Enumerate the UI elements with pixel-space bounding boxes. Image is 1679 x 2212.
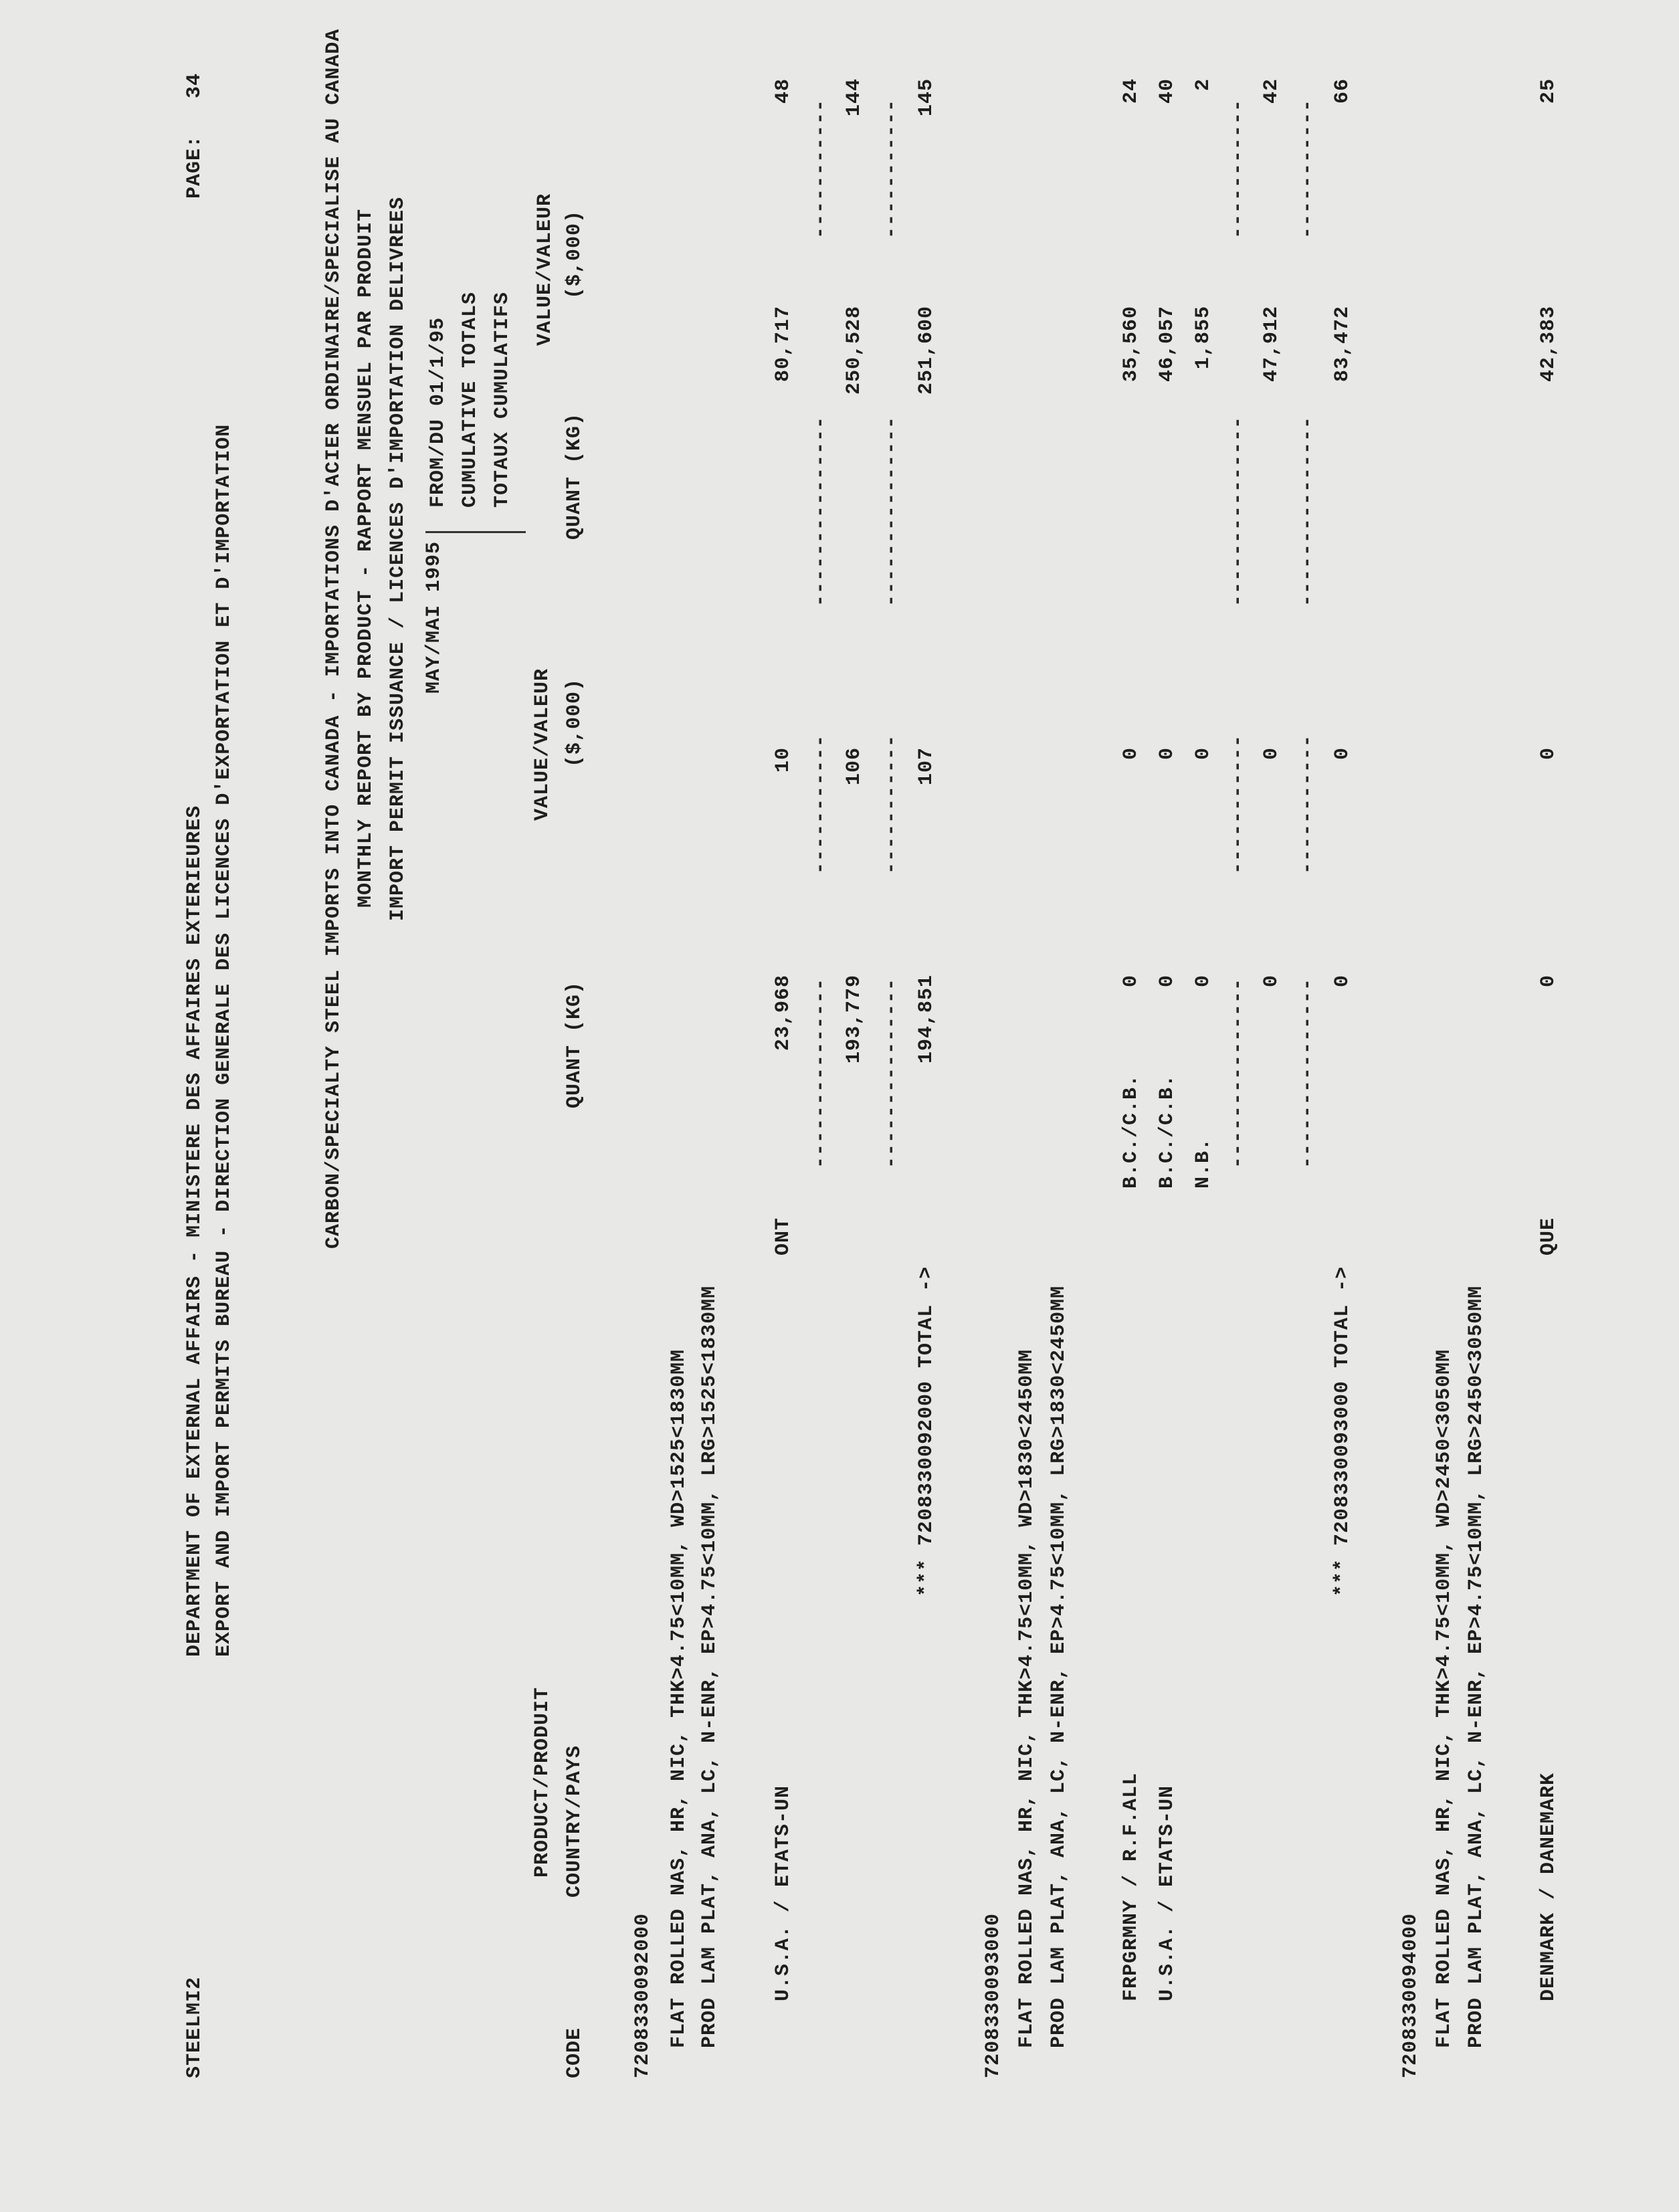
section-1-desc-en: FLAT ROLLED NAS, HR, NIC, THK>4.75<10MM, WD>1525<1830MM	[668, 1348, 690, 2048]
s2-sub-dash-1: ---------------	[1227, 977, 1250, 1169]
s1-sub-cum-value: 144	[843, 78, 866, 117]
s2-row3-quant: 0	[1192, 975, 1215, 988]
s1-tot-dash-4: -----------	[880, 98, 903, 239]
s2-row1-prov: B.C./C.B.	[1120, 1074, 1143, 1189]
s1-tot-dash-1: ---------------	[880, 977, 903, 1169]
s1-sub-dash-3: ---------------	[809, 415, 832, 607]
s2-sub-dash-2: -----------	[1227, 734, 1250, 874]
s2-row2-cum-value: 40	[1156, 78, 1179, 104]
dept-line-2: EXPORT AND IMPORT PERMITS BUREAU - DIRECTION GENERALE DES LICENCES D'EXPORTATION ET D'IMPORTATION	[213, 423, 235, 1657]
s2-row1-quant: 0	[1120, 975, 1143, 988]
s1-tot-dash-3: ---------------	[880, 415, 903, 607]
s2-total-label: *** 7208330093000 TOTAL ->	[1331, 1266, 1354, 1597]
s1-total-quant: 194,851	[915, 975, 938, 1064]
section-1-desc-fr: PROD LAM PLAT, ANA, LC, N-ENR, EP>4.75<10MM, LRG>1525<1830MM	[698, 1285, 721, 2048]
section-2-code: 7208330093000	[982, 1912, 1005, 2078]
s3-row1-cum-quant: 42,383	[1537, 306, 1560, 383]
s2-sub-dash-3: ---------------	[1227, 415, 1250, 607]
s2-tot-dash-3: ---------------	[1296, 415, 1319, 607]
page-label: PAGE:	[183, 134, 206, 199]
s2-row1-cum-quant: 35,560	[1120, 306, 1143, 383]
section-2-desc-en: FLAT ROLLED NAS, HR, NIC, THK>4.75<10MM, WD>1830<2450MM	[1015, 1348, 1038, 2048]
s2-sub-cum-quant: 47,912	[1260, 306, 1283, 383]
section-2-desc-fr: PROD LAM PLAT, ANA, LC, N-ENR, EP>4.75<10MM, LRG>1830<2450MM	[1048, 1285, 1070, 2048]
s2-row2-prov: B.C./C.B.	[1156, 1074, 1179, 1189]
cumulative-totals-fr: TOTAUX CUMULATIFS	[491, 291, 514, 508]
col-country: COUNTRY/PAYS	[563, 1744, 586, 1898]
s2-total-quant: 0	[1331, 975, 1354, 988]
s3-row1-quant: 0	[1537, 975, 1560, 988]
s1-total-cum-quant: 251,600	[915, 306, 938, 395]
cumulative-divider	[425, 528, 526, 533]
s1-row1-cum-value: 48	[772, 78, 795, 104]
report-id: STEELMI2	[183, 1976, 206, 2078]
s2-row2-cum-quant: 46,057	[1156, 306, 1179, 383]
s3-row1-cum-value: 25	[1537, 78, 1560, 104]
col-cum-value-unit: ($,000)	[563, 209, 586, 299]
s2-sub-dash-4: -----------	[1227, 98, 1250, 239]
page-number: 34	[183, 72, 206, 98]
s1-total-value: 107	[915, 747, 938, 786]
s1-row1-quant: 23,968	[772, 975, 795, 1051]
s2-row3-prov: N.B.	[1192, 1137, 1215, 1189]
col-quant: QUANT (KG)	[563, 981, 586, 1108]
s2-total-cum-quant: 83,472	[1331, 306, 1354, 383]
col-cum-value: VALUE/VALEUR	[534, 193, 557, 346]
col-value: VALUE/VALEUR	[531, 668, 554, 821]
s1-row1-value: 10	[772, 747, 795, 773]
s2-row3-value: 0	[1192, 747, 1215, 761]
col-product: PRODUCT/PRODUIT	[531, 1686, 554, 1878]
s1-sub-dash-2: -----------	[809, 734, 832, 874]
s2-row3-cum-value: 2	[1192, 78, 1215, 92]
col-cum-quant: QUANT (KG)	[563, 412, 586, 540]
s1-row1-prov: ONT	[772, 1217, 795, 1255]
s2-tot-dash-1: ---------------	[1296, 977, 1319, 1169]
s2-row2-value: 0	[1156, 747, 1179, 761]
s2-row1-country: FRPGRMNY / R.F.ALL	[1120, 1772, 1143, 2001]
s1-row1-country: U.S.A. / ETATS-UN	[772, 1785, 795, 2001]
s1-sub-cum-quant: 250,528	[843, 306, 866, 395]
s1-total-cum-value: 145	[915, 78, 938, 117]
section-1-code: 7208330092000	[631, 1912, 654, 2078]
s2-tot-dash-4: -----------	[1296, 98, 1319, 239]
s3-row1-prov: QUE	[1537, 1217, 1560, 1255]
s1-total-label: *** 7208330092000 TOTAL ->	[915, 1266, 938, 1597]
s2-tot-dash-2: -----------	[1296, 734, 1319, 874]
s1-row1-cum-quant: 80,717	[772, 306, 795, 383]
section-3-desc-en: FLAT ROLLED NAS, HR, NIC, THK>4.75<10MM, WD>2450<3050MM	[1433, 1348, 1456, 2048]
s1-sub-quant: 193,779	[843, 975, 866, 1064]
section-3-desc-fr: PROD LAM PLAT, ANA, LC, N-ENR, EP>4.75<10MM, LRG>2450<3050MM	[1465, 1285, 1488, 2048]
s1-tot-dash-2: -----------	[880, 734, 903, 874]
s2-total-cum-value: 66	[1331, 78, 1354, 104]
s2-sub-quant: 0	[1260, 975, 1283, 988]
s2-sub-cum-value: 42	[1260, 78, 1283, 104]
dept-line-1: DEPARTMENT OF EXTERNAL AFFAIRS - MINISTERE DES AFFAIRES EXTERIEURES	[183, 805, 206, 1657]
s2-row1-value: 0	[1120, 747, 1143, 761]
s2-row1-cum-value: 24	[1120, 78, 1143, 104]
s1-sub-dash-4: -----------	[809, 98, 832, 239]
s2-row2-quant: 0	[1156, 975, 1179, 988]
col-value-unit: ($,000)	[563, 678, 586, 767]
s2-row2-country: U.S.A. / ETATS-UN	[1156, 1785, 1179, 2001]
s2-row3-cum-quant: 1,855	[1192, 306, 1215, 370]
section-3-code: 7208330094000	[1399, 1912, 1422, 2078]
title-line-1: CARBON/SPECIALTY STEEL IMPORTS INTO CANADA - IMPORTATIONS D'ACIER ORDINAIRE/SPECIALISE AU CANADA	[322, 28, 345, 1249]
title-line-3: IMPORT PERMIT ISSUANCE / LICENCES D'IMPORTATION DELIVREES	[387, 196, 409, 921]
s3-row1-country: DENMARK / DANEMARK	[1537, 1772, 1560, 2001]
s2-sub-value: 0	[1260, 747, 1283, 761]
s3-row1-value: 0	[1537, 747, 1560, 761]
s1-sub-dash-1: ---------------	[809, 977, 832, 1169]
s1-sub-value: 106	[843, 747, 866, 786]
cumulative-totals-en: CUMULATIVE TOTALS	[459, 291, 482, 508]
col-code: CODE	[563, 2027, 586, 2078]
from-date: FROM/DU 01/1/95	[427, 316, 450, 508]
report-period: MAY/MAI 1995	[423, 540, 446, 694]
title-line-2: MONTHLY REPORT BY PRODUCT - RAPPORT MENSUEL PAR PRODUIT	[355, 208, 377, 908]
s2-total-value: 0	[1331, 747, 1354, 761]
